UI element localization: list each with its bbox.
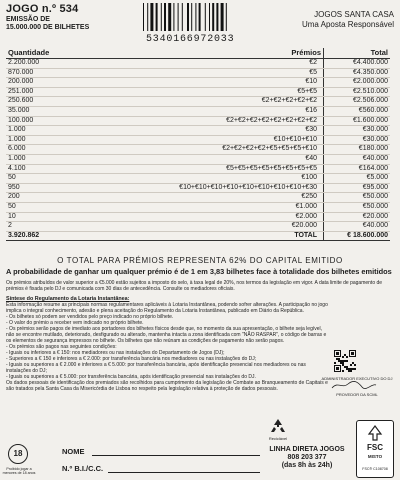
prize-breakdown: €2+€2+€2+€2+€2 [80,97,324,107]
barcode-bar [195,3,196,31]
qr-module [342,362,344,364]
total-amount: € 18.600.000 [324,231,391,241]
col-total: Total [324,48,391,59]
regulation-paragraph: - Iguais ou inferiores a € 150: nos mediadores ou nas instalações do Departamento de Jogos (DJ); [6,350,225,356]
qr-module [338,360,340,362]
prize-row [6,202,390,212]
prize-total: €40.000 [324,154,391,164]
qr-module [350,368,352,370]
probability-text: A probabilidade de ganhar um qualquer prémio é de 1 em 3,83 bilhetes face à totalidade dos bilhetes emitidos [6,267,392,276]
qr-code-image [334,350,356,372]
id-field-label: N.º B.I./C.C. [62,464,104,473]
prize-breakdown: €20.000 [80,222,324,232]
recycle-icon [268,418,288,434]
prize-table-container [6,48,390,241]
prize-total: €50.000 [324,193,391,203]
signature-image [330,380,378,390]
qr-module [340,350,341,357]
fsc-tree-icon [366,425,384,441]
prize-quantity: 35.000 [6,106,80,116]
qr-module [334,350,335,357]
prize-breakdown: €2 [80,59,324,69]
qr-module [342,364,344,366]
barcode-bar [182,3,183,31]
prize-row [6,116,390,126]
prize-breakdown: €40 [80,154,324,164]
prize-breakdown: €5+€5 [80,87,324,97]
prize-total: €50.000 [324,202,391,212]
prize-total: €5.000 [324,174,391,184]
barcode-bar [168,3,171,31]
prize-breakdown: €10+€10+€10 [80,135,324,145]
prize-breakdown: €5+€5+€5+€5+€5+€5+€5+€5 [80,164,324,174]
qr-module [354,368,356,370]
prize-total: €2.000.000 [324,78,391,88]
prize-total: €4.350.000 [324,68,391,78]
tax-note: Os prémios atribuídos de valor superior a €5.000 estão sujeitos a imposto do selo, à taxa legal de 20%, nos termos da legislação em vigor. A data limite de pagamento de prémios é fixada pelo DJ e comunicada com 30 dias de antecedência. Consulte os mediadores oficiais. [6,280,383,292]
brand-tagline: Uma Aposta Responsável [301,20,394,29]
regulation-paragraph: Esta informação resume as principais normas regulamentares aplicáveis à Lotaria Instantânea, podendo sofrer alterações. A participação no jogo implica o integral conhecimento, adesão e plena aceitação do Regulamento da Lotaria Instantânea, publicado em Diário da República. [6,302,328,314]
regulation-paragraph: - Os bilhetes só podem ser vendidos pelo preço indicado no próprio bilhete. [6,314,174,320]
regulation-summary [6,296,330,392]
brand-name: JOGOS SANTA CASA [314,10,394,19]
prize-quantity: 200 [6,193,80,203]
barcode-bar [209,3,210,31]
prize-row [6,135,390,145]
qr-module [350,364,352,366]
fsc-label: FSC [367,443,383,452]
prize-quantity: 200.000 [6,78,80,88]
prize-breakdown: €2+€2+€2+€2+€5+€5+€5+€10 [80,145,324,155]
prize-breakdown: €1.000 [80,202,324,212]
regulation-title: Síntese do Regulamento da Lotaria Instantânea: [6,296,130,302]
prize-quantity: 950 [6,183,80,193]
prize-quantity: 251.000 [6,87,80,97]
age-restriction-text: Proibido jogar a menores de 18 anos [2,467,36,475]
prize-breakdown: €2+€2+€2+€2+€2+€2+€2+€2 [80,116,324,126]
prize-total: €2.510.000 [324,87,391,97]
total-label: TOTAL [80,231,324,241]
qr-module [349,350,350,357]
prize-table-header [6,48,390,59]
hotline-phone: 808 203 377 [287,454,327,461]
prize-quantity: 1.000 [6,135,80,145]
fsc-mixed: MISTO [367,454,383,459]
qr-module [348,370,350,372]
barcode-bar [161,3,162,31]
qr-module [334,362,336,364]
qr-module [334,350,341,351]
prize-row [6,106,390,116]
game-number: JOGO n.º 534 [6,3,79,15]
regulation-paragraph: - Iguais ou superiores a € 5.000: por transferência bancária, após identificação presencial nas instalações do DJ. [6,374,256,380]
prize-total-row [6,231,390,241]
hotline-hours: (das 8h às 24h) [281,462,333,469]
name-field-line[interactable] [92,455,260,456]
qr-module [340,365,341,372]
prize-total: €560.000 [324,106,391,116]
prize-row [6,68,390,78]
prize-row [6,97,390,107]
prize-quantity: 50 [6,202,80,212]
prize-quantity: 4.100 [6,164,80,174]
qr-module [346,366,348,368]
prize-quantity: 100.000 [6,116,80,126]
emission-line-2: 15.000.000 DE BILHETES [6,24,90,31]
barcode-bar [150,3,153,31]
prize-total: €95.000 [324,183,391,193]
qr-module [342,370,344,372]
prize-table [6,48,390,241]
provedor-signature-label: PROVEDOR DA SCML [336,392,378,397]
regulation-paragraph: - Os prémios são pagos nas seguintes condições: [6,344,117,350]
qr-module [336,367,339,370]
qr-module [340,362,342,364]
regulation-paragraph: - O valor do prémio a receber vem indicado no próprio bilhete. [6,320,144,326]
qr-module [346,368,348,370]
barcode-bar [178,3,179,31]
prize-total: €4.400.000 [324,59,391,69]
regulation-paragraph: Os dados pessoais de identificação dos premiados são recolhidos para cumprimento da legislação de Combate ao Branqueamento de Capitais e são tratados pela Santa Casa da Misericórdia de Lisboa no respeito pela legislação relativa à proteção de dados pessoais. [6,380,328,392]
barcode-number: 5340166972033 [146,34,235,45]
prize-total: €164.000 [324,164,391,174]
prize-quantity: 250.600 [6,97,80,107]
qr-module [350,370,352,372]
barcode-bar [205,3,206,31]
qr-module [342,360,344,362]
qr-module [355,350,356,357]
prize-total: €30.000 [324,126,391,136]
prize-quantity: 1.000 [6,154,80,164]
barcode-image [142,3,254,31]
col-quantidade: Quantidade [6,48,80,59]
qr-module [340,360,342,362]
qr-module [349,350,356,351]
prize-quantity: 1.000 [6,126,80,136]
qr-module [352,368,354,370]
prize-breakdown: €2.000 [80,212,324,222]
prize-quantity: 870.000 [6,68,80,78]
qr-module [342,356,344,358]
prize-row [6,87,390,97]
qr-module [334,365,341,366]
emission-info [6,16,89,32]
regulation-paragraphs [6,302,330,392]
prize-quantity: 50 [6,174,80,184]
prize-breakdown: €30 [80,126,324,136]
prize-quantity: 2 [6,222,80,232]
barcode-bar [156,3,158,31]
prize-row [6,59,390,69]
barcode-bar [173,3,174,31]
barcode-bar [226,3,227,31]
prize-row [6,212,390,222]
barcode-bar [143,3,144,31]
barcode-bar [212,3,214,31]
prize-table-body [6,59,390,232]
hotline-title: LINHA DIRETA JOGOS [269,446,345,453]
barcode-bar [187,3,189,31]
qr-module [336,352,339,355]
emission-line-1: EMISSÃO DE [6,16,50,23]
qr-module [349,356,356,357]
barcode-bar [147,3,148,31]
age-restriction-icon: 18 [8,444,28,464]
prize-row [6,154,390,164]
qr-module [334,365,335,372]
qr-module [334,371,341,372]
prize-quantity: 10 [6,212,80,222]
regulation-paragraph: - Iguais ou superiores a € 2.000 e inferiores a € 5.000: por transferência bancária, após identificação presencial nos mediadores ou nas instalações do DJ; [6,362,306,374]
qr-module [352,362,354,364]
total-quantity: 3.920.862 [6,231,80,241]
regulation-paragraph: - Superiores a € 150 e inferiores a € 2.000: por transferência bancária nos mediadores ou nas instalações do DJ; [6,356,257,362]
prize-row [6,78,390,88]
prize-breakdown: €100 [80,174,324,184]
prize-breakdown: €250 [80,193,324,203]
hotline-block [262,446,352,470]
prize-quantity: 6.000 [6,145,80,155]
prize-breakdown: €5 [80,68,324,78]
qr-module [344,360,346,362]
barcode-bar [199,3,201,31]
prize-breakdown: €16 [80,106,324,116]
recycle-label: Reciclável [268,436,288,441]
barcode-bar [164,3,166,31]
barcode-bar [221,3,224,31]
col-premios: Prémios [80,48,324,59]
fsc-logo [356,420,394,478]
qr-module [336,358,338,360]
qr-module [354,364,356,366]
prize-row [6,126,390,136]
prize-total: €20.000 [324,212,391,222]
qr-module [346,356,348,358]
regulation-paragraph: - Os prémios serão pagos de imediato aos portadores dos bilhetes físicos desde que, no momento da sua apresentação, o bilhete seja legível, não se encontre mutilado, deteriorado, desfigurado ou alterado, mantenha intacta a zona identificada com "NÃO RASPAR", o código de barras e os elementos de segurança impressos no bilhete. Os bilhetes que não reúnam as condições de pagamento não serão pagos. [6,326,327,344]
prize-row [6,183,390,193]
barcode-bar [216,3,218,31]
qr-module [344,366,346,368]
qr-module [346,360,348,362]
id-field-line[interactable] [108,472,260,473]
prize-quantity: 2.200.000 [6,59,80,69]
fsc-code: FSC® C108708 [362,467,388,471]
prize-row [6,193,390,203]
prize-row [6,164,390,174]
qr-module [344,354,346,356]
barcode-bar [191,3,192,31]
prize-total: €40.000 [324,222,391,232]
admin-signature-label: ADMINISTRADOR EXECUTIVO DO DJ [321,376,393,381]
prize-row [6,222,390,232]
prize-total: €180.000 [324,145,391,155]
prize-breakdown: €10 [80,78,324,88]
prize-total: €1.600.000 [324,116,391,126]
qr-module [338,358,340,360]
qr-module [348,368,350,370]
brand-block [302,10,394,30]
prize-total: €2.506.000 [324,97,391,107]
qr-module [334,356,341,357]
prize-total: €30.000 [324,135,391,145]
prize-breakdown: €10+€10+€10+€10+€10+€10+€10+€10+€30 [80,183,324,193]
prize-row [6,174,390,184]
name-field-label: NOME [62,447,85,456]
qr-module [351,352,354,355]
prize-row [6,145,390,155]
prize-percentage-title: O TOTAL PARA PRÉMIOS REPRESENTA 62% DO CAPITAL EMITIDO [57,256,343,265]
